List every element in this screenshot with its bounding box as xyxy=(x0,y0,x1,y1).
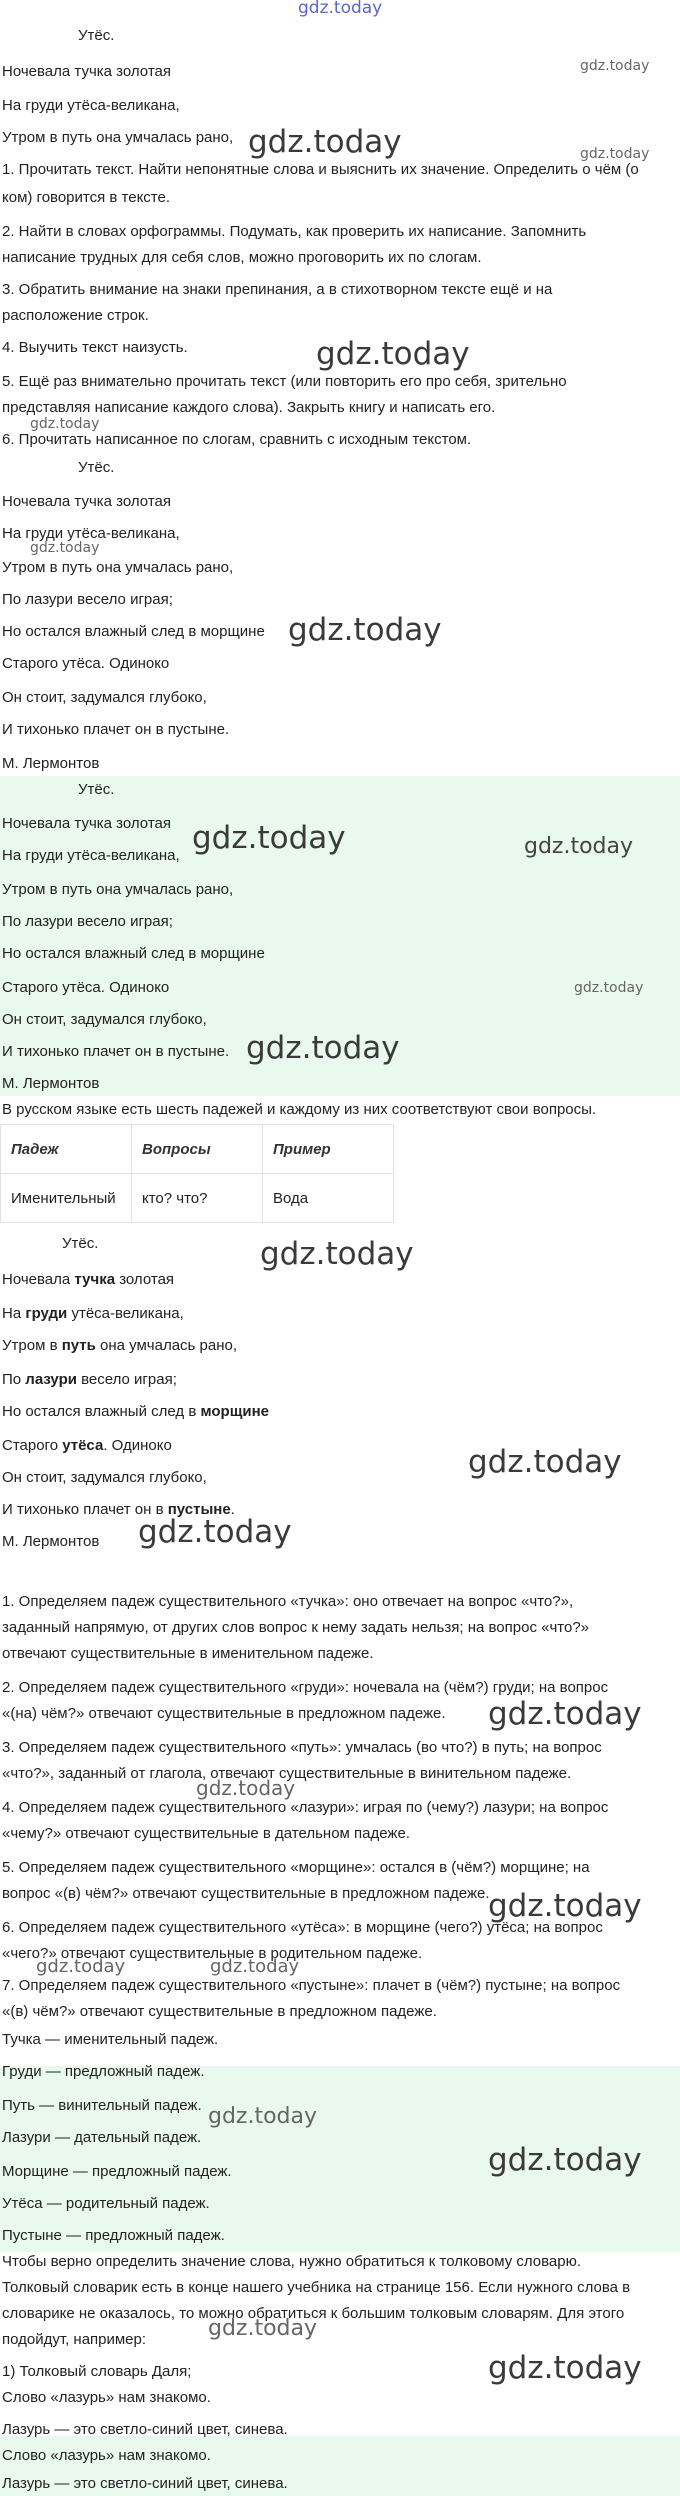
cases-table xyxy=(0,1124,394,1223)
poem-line xyxy=(2,1468,207,1488)
table-header-row xyxy=(1,1125,394,1174)
poem-line xyxy=(2,1436,172,1456)
watermark: gdz.today xyxy=(36,1956,126,1977)
analysis-line: «(на) чём?» отвечают существительные в предложном падеже. xyxy=(2,1705,446,1722)
watermark: gdz.today xyxy=(468,1444,622,1480)
analysis-line: 4. Определяем падеж существительного «лазури»: играя по (чему?) лазури; на вопрос xyxy=(2,1799,609,1816)
analysis-line: «чего?» отвечают существительные в родительном падеже. xyxy=(2,1945,423,1962)
poem-title: Утёс. xyxy=(78,27,115,44)
poem-text: утёса-великана, xyxy=(67,1305,184,1322)
watermark: gdz.today xyxy=(208,2104,318,2129)
watermark: gdz.today xyxy=(580,58,650,74)
poem-line: Ночевала тучка золотая xyxy=(2,815,171,832)
poem-title: Утёс. xyxy=(62,1235,99,1252)
poem-text: весело играя; xyxy=(76,1371,177,1388)
watermark: gdz.today xyxy=(192,820,346,856)
analysis-line: «чему?» отвечают существительные в дательном падеже. xyxy=(2,1825,410,1842)
answer-line: Груди — предложный падеж. xyxy=(2,2063,205,2080)
task-line: ком) говорится в тексте. xyxy=(2,189,171,206)
analysis-line: 3. Определяем падеж существительного «путь»: умчалась (во что?) в путь; на вопрос xyxy=(2,1739,602,1756)
dahl-line: Лазурь — это светло-синий цвет, синева. xyxy=(2,2421,288,2438)
poem-text: По xyxy=(2,1371,26,1388)
dictionary-line: словарике не оказалось, то можно обратиться к большим толковым словарям. Для этого xyxy=(2,2305,625,2322)
poem-line: Ночевала тучка золотая xyxy=(2,493,171,510)
watermark: gdz.today xyxy=(210,1956,300,1977)
task-line: написание трудных для себя слов, можно проговорить их по слогам. xyxy=(2,249,482,266)
table-header: Пример xyxy=(263,1125,394,1174)
table-header: Вопросы xyxy=(132,1125,263,1174)
watermark: gdz.today xyxy=(488,2350,642,2386)
poem-line: Но остался влажный след в морщине xyxy=(2,623,265,640)
answer-line: Тучка — именительный падеж. xyxy=(2,2031,219,2048)
poem-line xyxy=(2,1370,177,1390)
poem-line: Он стоит, задумался глубоко, xyxy=(2,689,207,706)
dictionary-line: подойдут, например: xyxy=(2,2331,147,2348)
poem-text: На xyxy=(2,1305,26,1322)
task-line: 4. Выучить текст наизусть. xyxy=(2,339,188,356)
highlighted-noun: лазури xyxy=(25,1371,77,1388)
watermark: gdz.today xyxy=(488,2142,642,2178)
table-header: Падеж xyxy=(1,1125,132,1174)
poem-author: М. Лермонтов xyxy=(2,1533,100,1550)
table-cell: кто? что? xyxy=(132,1174,263,1223)
highlighted-noun: тучка xyxy=(74,1271,116,1288)
table-cell: Вода xyxy=(263,1174,394,1223)
answer-line: Морщине — предложный падеж. xyxy=(2,2163,232,2180)
poem-line: Старого утёса. Одиноко xyxy=(2,655,170,672)
cases-intro: В русском языке есть шесть падежей и каждому из них соответствуют свои вопросы. xyxy=(2,1101,597,1118)
poem-title: Утёс. xyxy=(78,781,115,798)
analysis-line: 5. Определяем падеж существительного «морщине»: остался в (чём?) морщине; на xyxy=(2,1859,590,1876)
dahl-line: 1) Толковый словарь Даля; xyxy=(2,2363,192,2380)
poem-text: золотая xyxy=(115,1271,175,1288)
poem-line: Утром в путь она умчалась рано, xyxy=(2,559,234,576)
poem-line: И тихонько плачет он в пустыне. xyxy=(2,721,230,738)
poem-text: Старого xyxy=(2,1437,63,1454)
poem-author: М. Лермонтов xyxy=(2,1075,100,1092)
watermark: gdz.today xyxy=(524,834,634,859)
dictionary-line: Толковый словарик есть в конце нашего учебника на странице 156. Если нужного слова в xyxy=(2,2279,631,2296)
watermark: gdz.today xyxy=(248,124,402,160)
task-line: 3. Обратить внимание на знаки препинания, а в стихотворном тексте ещё и на xyxy=(2,281,553,298)
analysis-line: 6. Определяем падеж существительного «утёса»: в морщине (чего?) утёса; на вопрос xyxy=(2,1919,603,1936)
poem-line xyxy=(2,1270,174,1290)
watermark: gdz.today xyxy=(488,1888,642,1924)
poem-text: она умчалась рано, xyxy=(95,1337,238,1354)
poem-line: Утром в путь она умчалась рано, xyxy=(2,881,234,898)
watermark: gdz.today xyxy=(260,1236,414,1272)
task-line: 1. Прочитать текст. Найти непонятные слова и выяснить их значение. Определить о чём (о xyxy=(2,161,639,178)
poem-text: И тихонько плачет он в xyxy=(2,1501,168,1518)
highlighted-noun: утёса xyxy=(62,1437,104,1454)
final-line: Лазурь — это светло-синий цвет, синева. xyxy=(2,2475,288,2492)
table-cell: Именительный xyxy=(1,1174,132,1223)
poem-line xyxy=(2,1500,235,1520)
answer-line: Лазури — дательный падеж. xyxy=(2,2129,202,2146)
analysis-line: 1. Определяем падеж существительного «тучка»: оно отвечает на вопрос «что?», xyxy=(2,1593,574,1610)
task-line: 5. Ещё раз внимательно прочитать текст (или повторить его про себя, зрительно xyxy=(2,373,567,390)
highlighted-noun: морщине xyxy=(200,1403,269,1420)
poem-line xyxy=(2,1402,269,1422)
watermark: gdz.today xyxy=(574,980,644,996)
poem-line xyxy=(2,1336,237,1356)
answer-line: Пустыне — предложный падеж. xyxy=(2,2227,225,2244)
poem-author: М. Лермонтов xyxy=(2,755,100,772)
analysis-line: заданный напрямую, от других слов вопрос к нему задать нельзя; на вопрос «что?» xyxy=(2,1619,589,1636)
poem-text: Ночевала xyxy=(2,1271,75,1288)
poem-line: Ночевала тучка золотая xyxy=(2,63,171,80)
poem-line: На груди утёса-великана, xyxy=(2,97,180,114)
analysis-line: отвечают существительные в именительном падеже. xyxy=(2,1645,374,1662)
answer-line: Утёса — родительный падеж. xyxy=(2,2195,210,2212)
poem-text: Но остался влажный след в xyxy=(2,1403,201,1420)
watermark: gdz.today xyxy=(208,2316,318,2341)
poem-line xyxy=(2,1304,184,1324)
task-line: 6. Прочитать написанное по слогам, сравнить с исходным текстом. xyxy=(2,431,472,448)
analysis-line: вопрос «(в) чём?» отвечают существительные в предложном падеже. xyxy=(2,1885,490,1902)
analysis-line: 7. Определяем падеж существительного «пустыне»: плачет в (чём?) пустыне; на вопрос xyxy=(2,1977,621,1994)
watermark: gdz.today xyxy=(138,1514,292,1550)
poem-title: Утёс. xyxy=(78,459,115,476)
analysis-line: «что?», заданный от глагола, отвечают существительные в винительном падеже. xyxy=(2,1765,572,1782)
watermark: gdz.today xyxy=(580,146,650,162)
watermark-top: gdz.today xyxy=(298,0,383,18)
poem-line: На груди утёса-великана, xyxy=(2,847,180,864)
poem-line: Утром в путь она умчалась рано, xyxy=(2,129,234,146)
watermark: gdz.today xyxy=(316,336,470,372)
watermark: gdz.today xyxy=(488,1696,642,1732)
poem-line: На груди утёса-великана, xyxy=(2,525,180,542)
table-row xyxy=(1,1174,394,1223)
poem-line: И тихонько плачет он в пустыне. xyxy=(2,1043,230,1060)
watermark: gdz.today xyxy=(30,416,100,432)
poem-line: Но остался влажный след в морщине xyxy=(2,945,265,962)
poem-text: . xyxy=(230,1501,235,1518)
watermark: gdz.today xyxy=(288,612,442,648)
watermark: gdz.today xyxy=(30,540,100,556)
poem-line: По лазури весело играя; xyxy=(2,913,173,930)
dahl-line: Слово «лазурь» нам знакомо. xyxy=(2,2389,211,2406)
poem-text: Утром в xyxy=(2,1337,62,1354)
poem-text: Он стоит, задумался глубоко, xyxy=(2,1469,207,1486)
highlighted-noun: путь xyxy=(61,1337,96,1354)
poem-line: Старого утёса. Одиноко xyxy=(2,979,170,996)
highlighted-noun: пустыне xyxy=(167,1501,231,1518)
poem-line: По лазури весело играя; xyxy=(2,591,173,608)
analysis-line: «(в) чём?» отвечают существительные в предложном падеже. xyxy=(2,2003,437,2020)
task-line: представляя написание каждого слова). Закрыть книгу и написать его. xyxy=(2,399,496,416)
watermark: gdz.today xyxy=(246,1030,400,1066)
task-line: 2. Найти в словах орфограммы. Подумать, как проверить их написание. Запомнить xyxy=(2,223,587,240)
poem-line: Он стоит, задумался глубоко, xyxy=(2,1011,207,1028)
dictionary-line: Чтобы верно определить значение слова, нужно обратиться к толковому словарю. xyxy=(2,2253,582,2270)
watermark: gdz.today xyxy=(196,1776,296,1800)
answer-line: Путь — винительный падеж. xyxy=(2,2097,202,2114)
poem-text: . Одиноко xyxy=(103,1437,172,1454)
task-line: расположение строк. xyxy=(2,307,149,324)
analysis-line: 2. Определяем падеж существительного «груди»: ночевала на (чём?) груди; на вопрос xyxy=(2,1679,609,1696)
highlighted-noun: груди xyxy=(25,1305,68,1322)
final-line: Слово «лазурь» нам знакомо. xyxy=(2,2447,211,2464)
